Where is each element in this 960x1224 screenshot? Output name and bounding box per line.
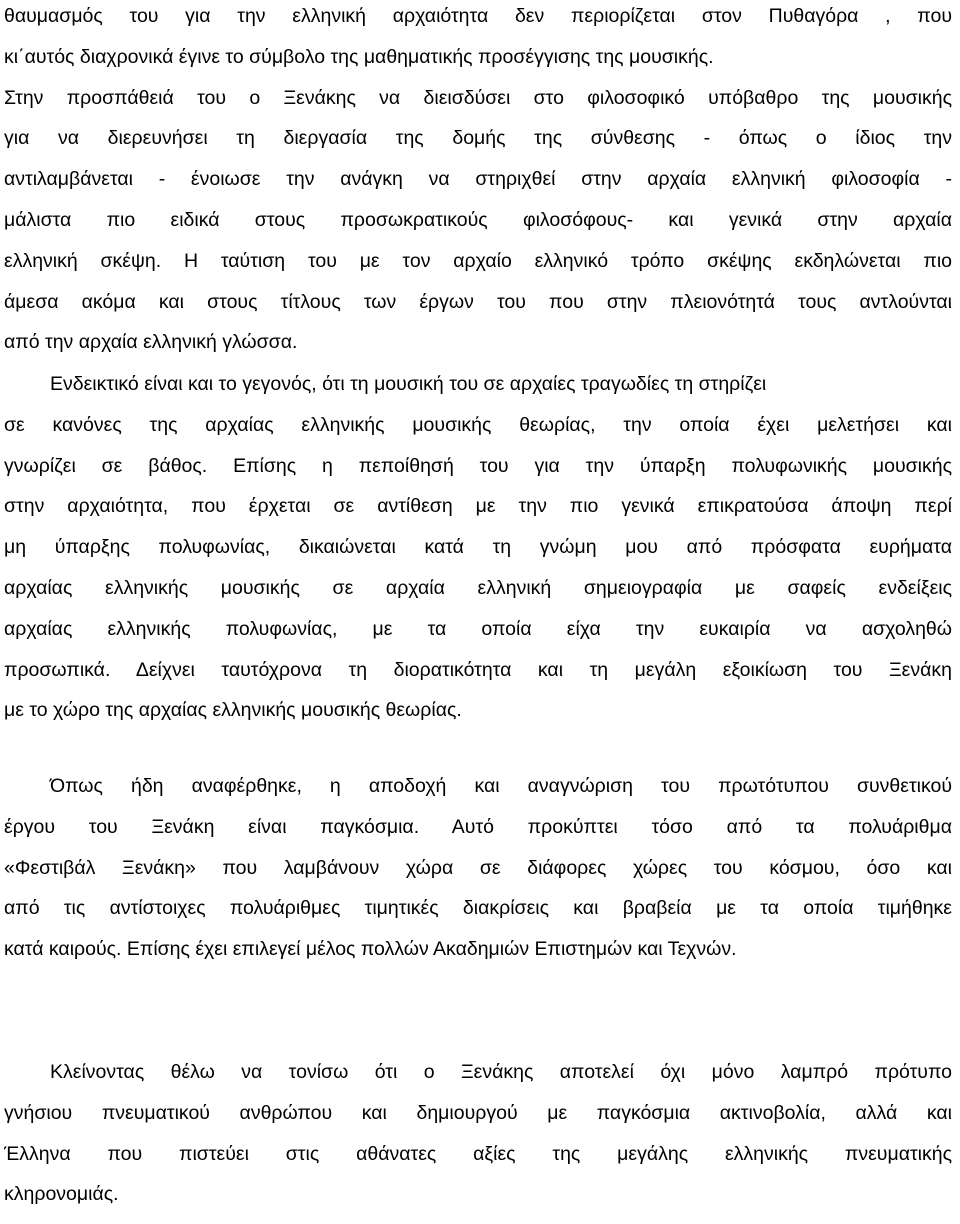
text-line: με το χώρο της αρχαίας ελληνικής μουσικής θεωρίας. [4, 699, 462, 722]
text-line: «Φεστιβάλ Ξενάκη» που λαμβάνουν χώρα σε διάφορες χώρες του κόσμου, όσο και [4, 856, 952, 879]
text-line: άμεσα ακόμα και στους τίτλους των έργων του που στην πλειονότητά τους αντλούνται [4, 290, 952, 313]
text-line: κατά καιρούς. Επίσης έχει επιλεγεί μέλος πολλών Ακαδημιών Επιστημών και Τεχνών. [4, 938, 737, 961]
text-line: από την αρχαία ελληνική γλώσσα. [4, 331, 298, 354]
text-line: έργου του Ξενάκη είναι παγκόσμια. Αυτό προκύπτει τόσο από τα πολυάριθμα [4, 815, 952, 838]
text-line: αρχαίας ελληνικής μουσικής σε αρχαία ελληνική σημειογραφία με σαφείς ενδείξεις [4, 576, 952, 599]
text-line: κληρονομιάς. [4, 1183, 119, 1206]
paragraph-4 [0, 1052, 960, 1215]
text-line: ελληνική σκέψη. Η ταύτιση του με τον αρχαίο ελληνικό τρόπο σκέψης εκδηλώνεται πιο [4, 249, 952, 272]
text-line: Έλληνα που πιστεύει στις αθάνατες αξίες της μεγάλης ελληνικής πνευματικής [4, 1142, 952, 1165]
paragraph-2 [0, 364, 960, 731]
text-line: από τις αντίστοιχες πολυάριθμες τιμητικές διακρίσεις και βραβεία με τα οποία τιμήθηκε [4, 897, 952, 920]
text-line: Όπως ήδη αναφέρθηκε, η αποδοχή και αναγνώριση του πρωτότυπου συνθετικού [50, 775, 952, 797]
text-line: γνωρίζει σε βάθος. Επίσης η πεποίθησή του για την ύπαρξη πολυφωνικής μουσικής [4, 454, 952, 477]
text-line: στην αρχαιότητα, που έρχεται σε αντίθεση με την πιο γενικά επικρατούσα άποψη περί [4, 495, 952, 518]
text-line: μάλιστα πιο ειδικά στους προσωκρατικούς φιλοσόφους- και γενικά στην αρχαία [4, 208, 952, 231]
text-line: αρχαίας ελληνικής πολυφωνίας, με τα οποία είχα την ευκαιρία να ασχοληθώ [4, 617, 952, 640]
text-line: Κλείνοντας θέλω να τονίσω ότι ο Ξενάκης αποτελεί όχι μόνο λαμπρό πρότυπο [50, 1061, 952, 1083]
text-line: κι΄αυτός διαχρονικά έγινε το σύμβολο της μαθηματικής προσέγγισης της μουσικής. [4, 45, 714, 68]
text-line: αντιλαμβάνεται - ένοιωσε την ανάγκη να στηριχθεί στην αρχαία ελληνική φιλοσοφία - [4, 168, 952, 191]
text-line: θαυμασμός του για την ελληνική αρχαιότητα δεν περιορίζεται στον Πυθαγόρα , που [4, 5, 952, 27]
text-line: σε κανόνες της αρχαίας ελληνικής μουσικής θεωρίας, την οποία έχει μελετήσει και [4, 413, 952, 436]
text-line: Ενδεικτικό είναι και το γεγονός, ότι τη μουσική του σε αρχαίες τραγωδίες τη στηρίζει [50, 373, 767, 395]
text-line: γνήσιου πνευματικού ανθρώπου και δημιουργού με παγκόσμια ακτινοβολία, αλλά και [4, 1101, 952, 1124]
text-line: για να διερευνήσει τη διεργασία της δομής της σύνθεσης - όπως ο ίδιος την [4, 127, 952, 150]
text-line: προσωπικά. Δείχνει ταυτόχρονα τη διορατικότητα και τη μεγάλη εξοικίωση του Ξενάκη [4, 658, 952, 681]
text-line: Στην προσπάθειά του ο Ξενάκης να διεισδύσει στο φιλοσοφικό υπόβαθρο της μουσικής [4, 86, 952, 109]
paragraph-3 [0, 766, 960, 970]
text-line: μη ύπαρξης πολυφωνίας, δικαιώνεται κατά τη γνώμη μου από πρόσφατα ευρήματα [4, 536, 952, 559]
paragraph-1 [0, 0, 960, 363]
